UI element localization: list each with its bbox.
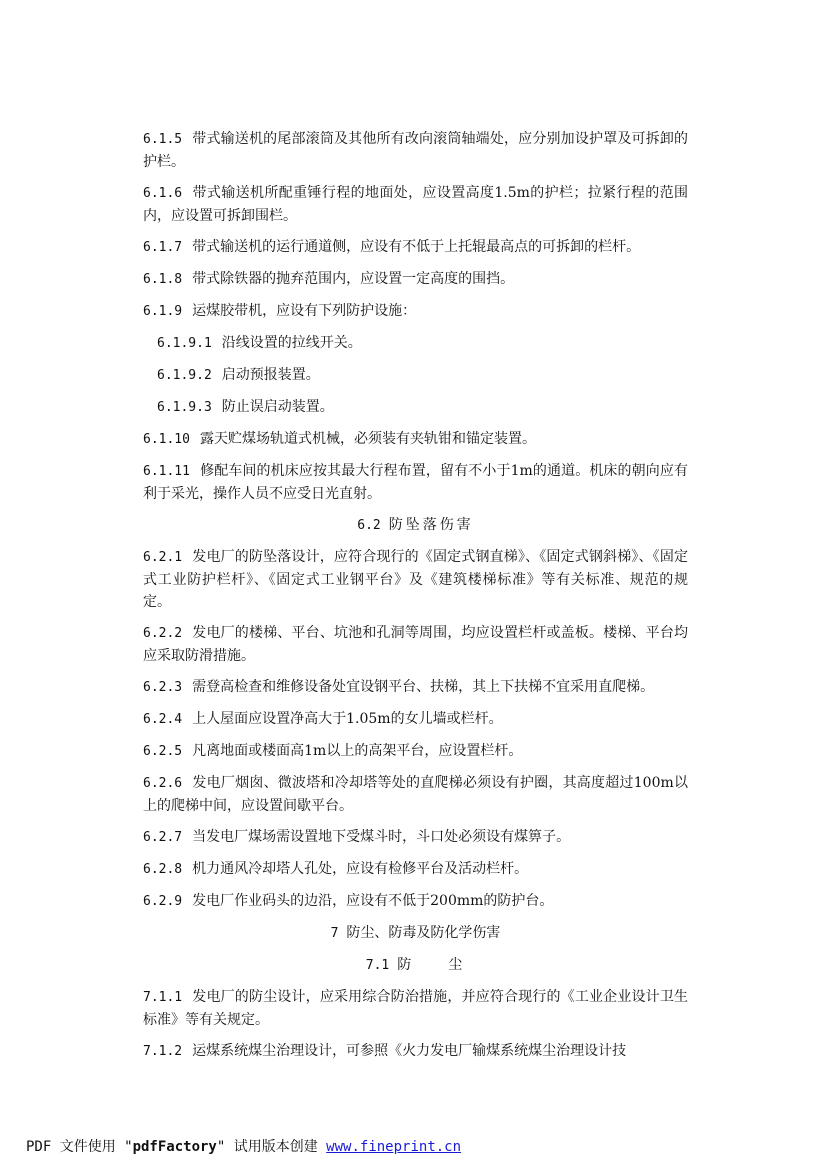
section-6-1-9-subitems <box>143 332 688 419</box>
clause-text: 发电厂的防尘设计，应采用综合防治措施，并应符合现行的《工业企业设计卫生标准》等有关规定。 <box>143 989 688 1028</box>
footer-link[interactable]: www.fineprint.cn <box>326 1139 462 1155</box>
clause-text: 发电厂的楼梯、平台、坑池和孔洞等周围，均应设置栏杆或盖板。楼梯、平台均应采取防滑措施。 <box>143 625 688 664</box>
clause-number: 6.2.4 <box>143 712 183 727</box>
clause-text: 发电厂作业码头的边沿，应设有不低于200mm的防护台。 <box>192 893 554 909</box>
clause-text: 带式输送机的尾部滚筒及其他所有改向滚筒轴端处，应分别加设护罩及可拆卸的护栏。 <box>143 131 688 170</box>
clause-paragraph <box>143 622 688 667</box>
clause-number: 6.1.5 <box>143 132 183 147</box>
clause-text: 机力通风冷却塔人孔处，应设有检修平台及活动栏杆。 <box>192 861 529 877</box>
clause-paragraph <box>157 364 688 387</box>
clause-text: 带式输送机所配重锤行程的地面处，应设置高度1.5m的护栏；拉紧行程的范围内，应设置可拆卸围栏。 <box>143 185 688 224</box>
clause-number: 6.1.11 <box>143 464 190 479</box>
heading-number: 7 <box>330 926 339 941</box>
heading-title: 防尘、防毒及防化学伤害 <box>346 925 501 941</box>
clause-number: 6.1.8 <box>143 272 183 287</box>
clause-number: 6.1.6 <box>143 186 183 201</box>
clause-text: 沿线设置的拉线开关。 <box>221 335 362 351</box>
clause-paragraph <box>143 128 688 173</box>
clause-paragraph <box>143 428 688 451</box>
document-page <box>143 128 688 1072</box>
clause-number: 6.2.7 <box>143 830 183 845</box>
clause-text: 修配车间的机床应按其最大行程布置，留有不小于1m的通道。机床的朝向应有利于采光，操作人员不应受日光直射。 <box>143 463 688 502</box>
chapter-heading-7 <box>143 922 688 945</box>
clause-paragraph <box>143 772 688 817</box>
section-6-1-a <box>143 128 688 323</box>
clause-paragraph <box>143 460 688 505</box>
clause-paragraph <box>143 546 688 613</box>
clause-number: 6.1.9.2 <box>157 368 212 383</box>
section-7-1 <box>143 986 688 1063</box>
clause-number: 6.1.7 <box>143 240 183 255</box>
clause-number: 6.2.6 <box>143 776 183 791</box>
heading-title: 防 尘 <box>397 957 466 973</box>
clause-paragraph <box>143 826 688 849</box>
clause-paragraph <box>157 332 688 355</box>
clause-paragraph <box>143 708 688 731</box>
clause-paragraph <box>157 396 688 419</box>
section-6-2 <box>143 546 688 913</box>
clause-number: 6.2.8 <box>143 862 183 877</box>
clause-number: 6.2.5 <box>143 744 183 759</box>
clause-text: 凡离地面或楼面高1m以上的高架平台，应设置栏杆。 <box>192 743 523 759</box>
section-heading-7-1 <box>143 954 688 977</box>
clause-paragraph <box>143 676 688 699</box>
clause-number: 6.2.1 <box>143 550 183 565</box>
clause-paragraph <box>143 300 688 323</box>
footer-brand: pdfFactory <box>132 1139 217 1155</box>
clause-number: 6.1.10 <box>143 432 190 447</box>
pdf-footer <box>26 1136 461 1156</box>
clause-paragraph <box>143 740 688 763</box>
clause-number: 7.1.2 <box>143 1044 183 1059</box>
clause-text: 露天贮煤场轨道式机械，必须装有夹轨钳和锚定装置。 <box>199 431 536 447</box>
clause-paragraph <box>143 268 688 291</box>
heading-title: 防坠落伤害 <box>388 517 474 533</box>
clause-number: 6.2.9 <box>143 894 183 909</box>
clause-number: 6.1.9.3 <box>157 400 212 415</box>
clause-paragraph <box>143 1040 688 1063</box>
clause-number: 7.1.1 <box>143 990 183 1005</box>
clause-number: 6.1.9.1 <box>157 336 212 351</box>
footer-suffix: " 试用版本创建 <box>216 1139 327 1155</box>
heading-number: 7.1 <box>365 958 390 973</box>
clause-text: 启动预报装置。 <box>221 367 320 383</box>
clause-text: 运煤系统煤尘治理设计，可参照《火力发电厂输煤系统煤尘治理设计技 <box>192 1043 627 1059</box>
heading-number: 6.2 <box>357 518 381 533</box>
clause-text: 防止误启动装置。 <box>221 399 334 415</box>
clause-text: 当发电厂煤场需设置地下受煤斗时，斗口处必须设有煤箅子。 <box>192 829 571 845</box>
clause-text: 上人屋面应设置净高大于1.05m的女儿墙或栏杆。 <box>192 711 503 727</box>
clause-number: 6.2.3 <box>143 680 183 695</box>
clause-text: 需登高检查和维修设备处宜设钢平台、扶梯，其上下扶梯不宜采用直爬梯。 <box>192 679 655 695</box>
clause-text: 带式除铁器的抛弃范围内，应设置一定高度的围挡。 <box>192 271 515 287</box>
clause-paragraph <box>143 236 688 259</box>
footer-prefix: PDF 文件使用 " <box>26 1139 133 1155</box>
section-6-1-b <box>143 428 688 505</box>
clause-paragraph <box>143 182 688 227</box>
clause-text: 发电厂烟囱、微波塔和冷却塔等处的直爬梯必须设有护圈，其高度超过100m以上的爬梯中间，应设置间歇平台。 <box>143 775 688 814</box>
clause-paragraph <box>143 986 688 1031</box>
clause-number: 6.2.2 <box>143 626 183 641</box>
clause-paragraph <box>143 890 688 913</box>
clause-paragraph <box>143 858 688 881</box>
clause-text: 运煤胶带机，应设有下列防护设施： <box>192 303 417 319</box>
clause-text: 带式输送机的运行通道侧，应设有不低于上托辊最高点的可拆卸的栏杆。 <box>192 239 641 255</box>
clause-text: 发电厂的防坠落设计，应符合现行的《固定式钢直梯》、《固定式钢斜梯》、《固定式工业防护栏杆》、《固定式工业钢平台》及《建筑楼梯标准》等有关标准、规范的规定。 <box>143 549 688 610</box>
section-heading-6-2 <box>143 514 688 537</box>
clause-number: 6.1.9 <box>143 304 183 319</box>
